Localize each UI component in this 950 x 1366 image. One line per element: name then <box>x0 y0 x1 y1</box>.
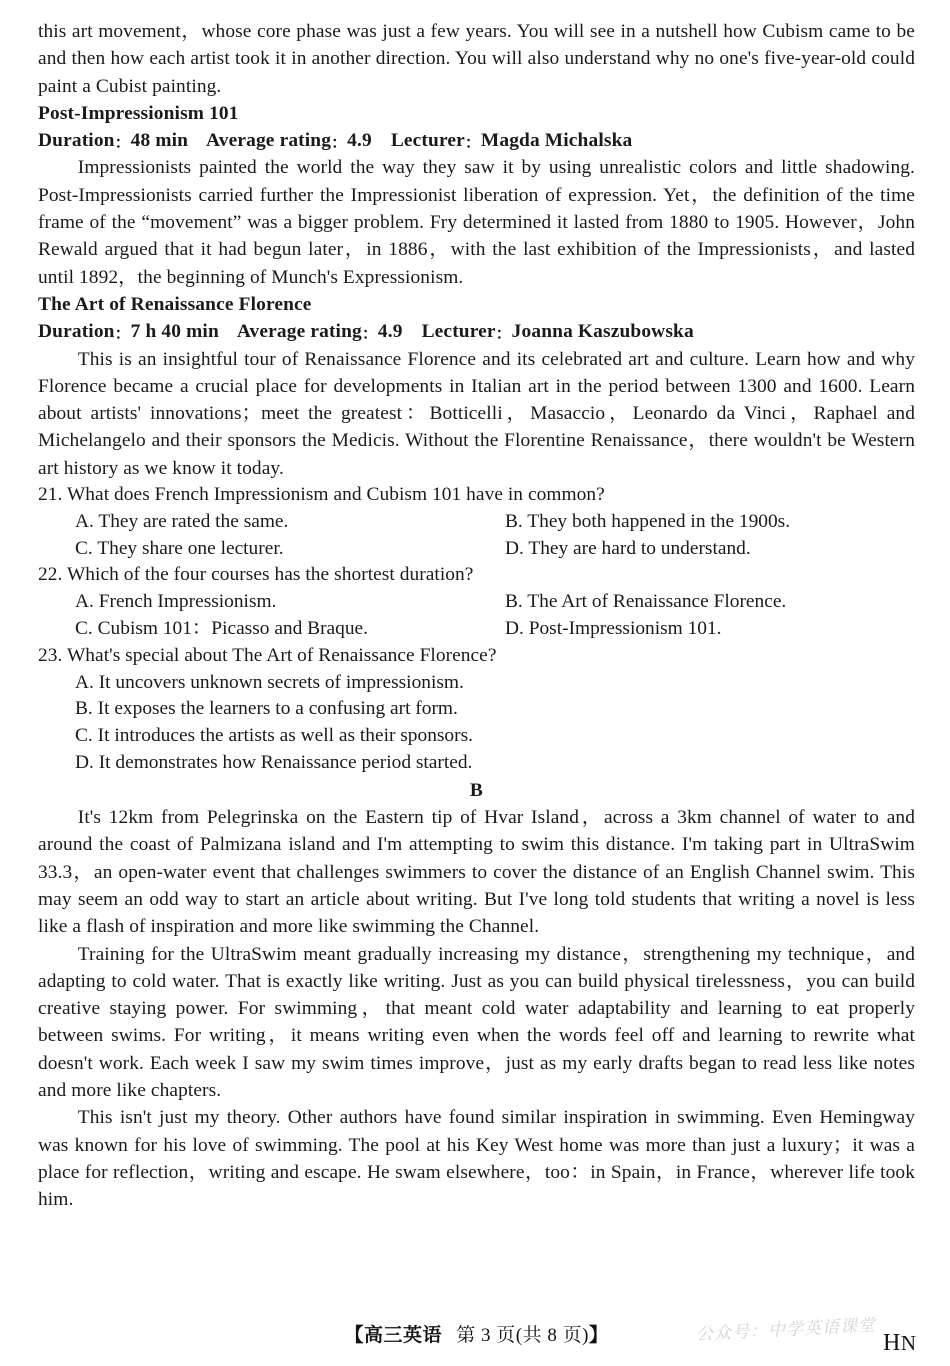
course-body-renaissance-florence: This is an insightful tour of Renaissance Florence and its celebrated art and culture. Learn how and why Florence became a crucial place for developments in Italian art in the period between 1300 and 1600. Learn about artists' innovations；meet the greatest：Botticelli，Masaccio，Leonardo da Vinci，Raphael and Michelangelo and their sponsors the Medicis. Without the Florentine Renaissance，there wouldn't be Western art history as we know it today. <box>38 348 915 479</box>
option-22-b[interactable]: B. The Art of Renaissance Florence. <box>505 591 787 613</box>
exam-page <box>38 18 917 1356</box>
question-23-text: What's special about The Art of Renaissance Florence? <box>66 644 497 666</box>
rating-label: Average rating <box>236 321 362 343</box>
question-22-text: Which of the four courses has the shortest duration? <box>66 564 474 586</box>
option-22-c[interactable]: C. Cubism 101：Picasso and Braque. <box>75 618 368 640</box>
question-21-options-row-1 <box>38 509 915 536</box>
option-23-b[interactable]: B. It exposes the learners to a confusing art form. <box>75 698 458 720</box>
option-21-b[interactable]: B. They both happened in the 1900s. <box>505 510 791 532</box>
colon-glyph: ： <box>464 133 481 153</box>
rating-value: 4.9 <box>377 321 403 343</box>
question-21-number: 21. <box>38 484 63 506</box>
course-title-post-impressionism: Post-Impressionism 101 <box>38 102 239 124</box>
passage-b-paragraph-2: Training for the UltraSwim meant gradually increasing my distance，strengthening my technique，and adapting to cold water. That is exactly like writing. Just as you can build physical tirelessness，you can build creative staying power. For swimming，that meant cold water adaptability and learning to eat properly between swims. For writing，it means writing even when the words feel off and learning to rewrite what doesn't work. Each week I saw my swim times improve，just as my early drafts began to read less like notes and more like chapters. <box>38 943 915 1102</box>
footer-subject: 高三英语 <box>364 1324 443 1346</box>
footer-page-number: 3 <box>481 1325 492 1346</box>
question-21-stem <box>38 482 915 509</box>
lecturer-value: Magda Michalska <box>480 130 633 152</box>
footer-total-pages: 8 <box>547 1325 558 1346</box>
question-23-number: 23. <box>38 644 63 666</box>
option-22-d[interactable]: D. Post-Impressionism 101. <box>505 618 722 640</box>
duration-label: Duration <box>38 321 115 343</box>
question-22-options-row-1 <box>38 589 915 616</box>
course-meta-post-impressionism <box>38 127 915 154</box>
colon-glyph: ： <box>114 133 131 153</box>
option-21-c[interactable]: C. They share one lecturer. <box>75 537 284 559</box>
page-footer <box>38 1316 915 1366</box>
footer-gap <box>442 1324 456 1346</box>
duration-value: 48 min <box>130 130 189 152</box>
footer-page-suffix: 页) <box>562 1325 589 1346</box>
question-23-stem <box>38 643 915 670</box>
footer-bracket-open: 【 <box>344 1324 365 1346</box>
option-21-d[interactable]: D. They are hard to understand. <box>505 537 751 559</box>
question-22-options-row-2 <box>38 616 915 643</box>
corner-code-hn: HN <box>883 1330 917 1356</box>
colon-glyph: ： <box>331 133 348 153</box>
rating-label: Average rating <box>206 130 332 152</box>
duration-value: 7 h 40 min <box>130 321 219 343</box>
course-body-post-impressionism: Impressionists painted the world the way they saw it by using unrealistic colors and little shadowing. Post-Impressionists carried further the Impressionist liberation of expression. Yet，the definition of the time frame of the “movement” was a bigger problem. Fry determined it lasted from 1880 to 1905. However，John Rewald argued that it had begun later，in 1886，with the last exhibition of the Impressionists，and lasted until 1892，the beginning of Munch's Expressionism. <box>38 157 915 288</box>
lecturer-label: Lecturer <box>390 130 465 152</box>
course-meta-renaissance-florence <box>38 318 915 345</box>
option-23-a[interactable]: A. It uncovers unknown secrets of impressionism. <box>75 671 464 693</box>
section-letter-b: B <box>469 779 484 801</box>
rating-value: 4.9 <box>347 130 372 152</box>
question-22-stem <box>38 562 915 589</box>
passage-b-paragraph-1: It's 12km from Pelegrinska on the Eastern tip of Hvar Island，across a 3km channel of water to and around the coast of Palmizana island and I'm attempting to swim this distance. I'm taking part in UltraSwim 33.3，an open-water event that challenges swimmers to cover the distance of an English Channel swim. This may seem an odd way to start an article about writing. But I've long told students that writing a novel is less like a flash of inspiration and more like swimming the Channel. <box>38 807 915 938</box>
option-23-d[interactable]: D. It demonstrates how Renaissance period started. <box>75 752 473 774</box>
colon-glyph: ： <box>495 324 512 344</box>
question-22-number: 22. <box>38 564 63 586</box>
option-22-a[interactable]: A. French Impressionism. <box>75 591 277 613</box>
question-21-text: What does French Impressionism and Cubism 101 have in common? <box>66 484 605 506</box>
duration-label: Duration <box>38 130 115 152</box>
footer-page-mid: 页(共 <box>496 1325 543 1346</box>
intro-continuation-paragraph: this art movement，whose core phase was just a few years. You will see in a nutshell how Cubism came to be and then how each artist took it in another direction. You will also understand why no one's five-year-old could paint a Cubist painting. <box>38 21 915 97</box>
colon-glyph: ： <box>114 324 131 344</box>
colon-glyph: ： <box>361 324 378 344</box>
course-title-renaissance-florence: The Art of Renaissance Florence <box>38 293 312 315</box>
lecturer-value: Joanna Kaszubowska <box>511 321 694 343</box>
footer-page-prefix: 第 <box>456 1325 476 1346</box>
lecturer-label: Lecturer <box>421 321 496 343</box>
passage-b-paragraph-3: This isn't just my theory. Other authors have found similar inspiration in swimming. Even Hemingway was known for his love of swimming. The pool at his Key West home was more than just a luxury；it was a place for reflection，writing and escape. He swam elsewhere，too：in Spain，in France，wherever life took him. <box>38 1107 915 1211</box>
option-21-a[interactable]: A. They are rated the same. <box>75 510 289 532</box>
option-23-c[interactable]: C. It introduces the artists as well as their sponsors. <box>75 725 473 747</box>
footer-bracket-close: 】 <box>588 1324 609 1346</box>
question-21-options-row-2 <box>38 536 915 563</box>
watermark-public-account: 公众号：中学英语课堂 <box>695 1315 877 1345</box>
